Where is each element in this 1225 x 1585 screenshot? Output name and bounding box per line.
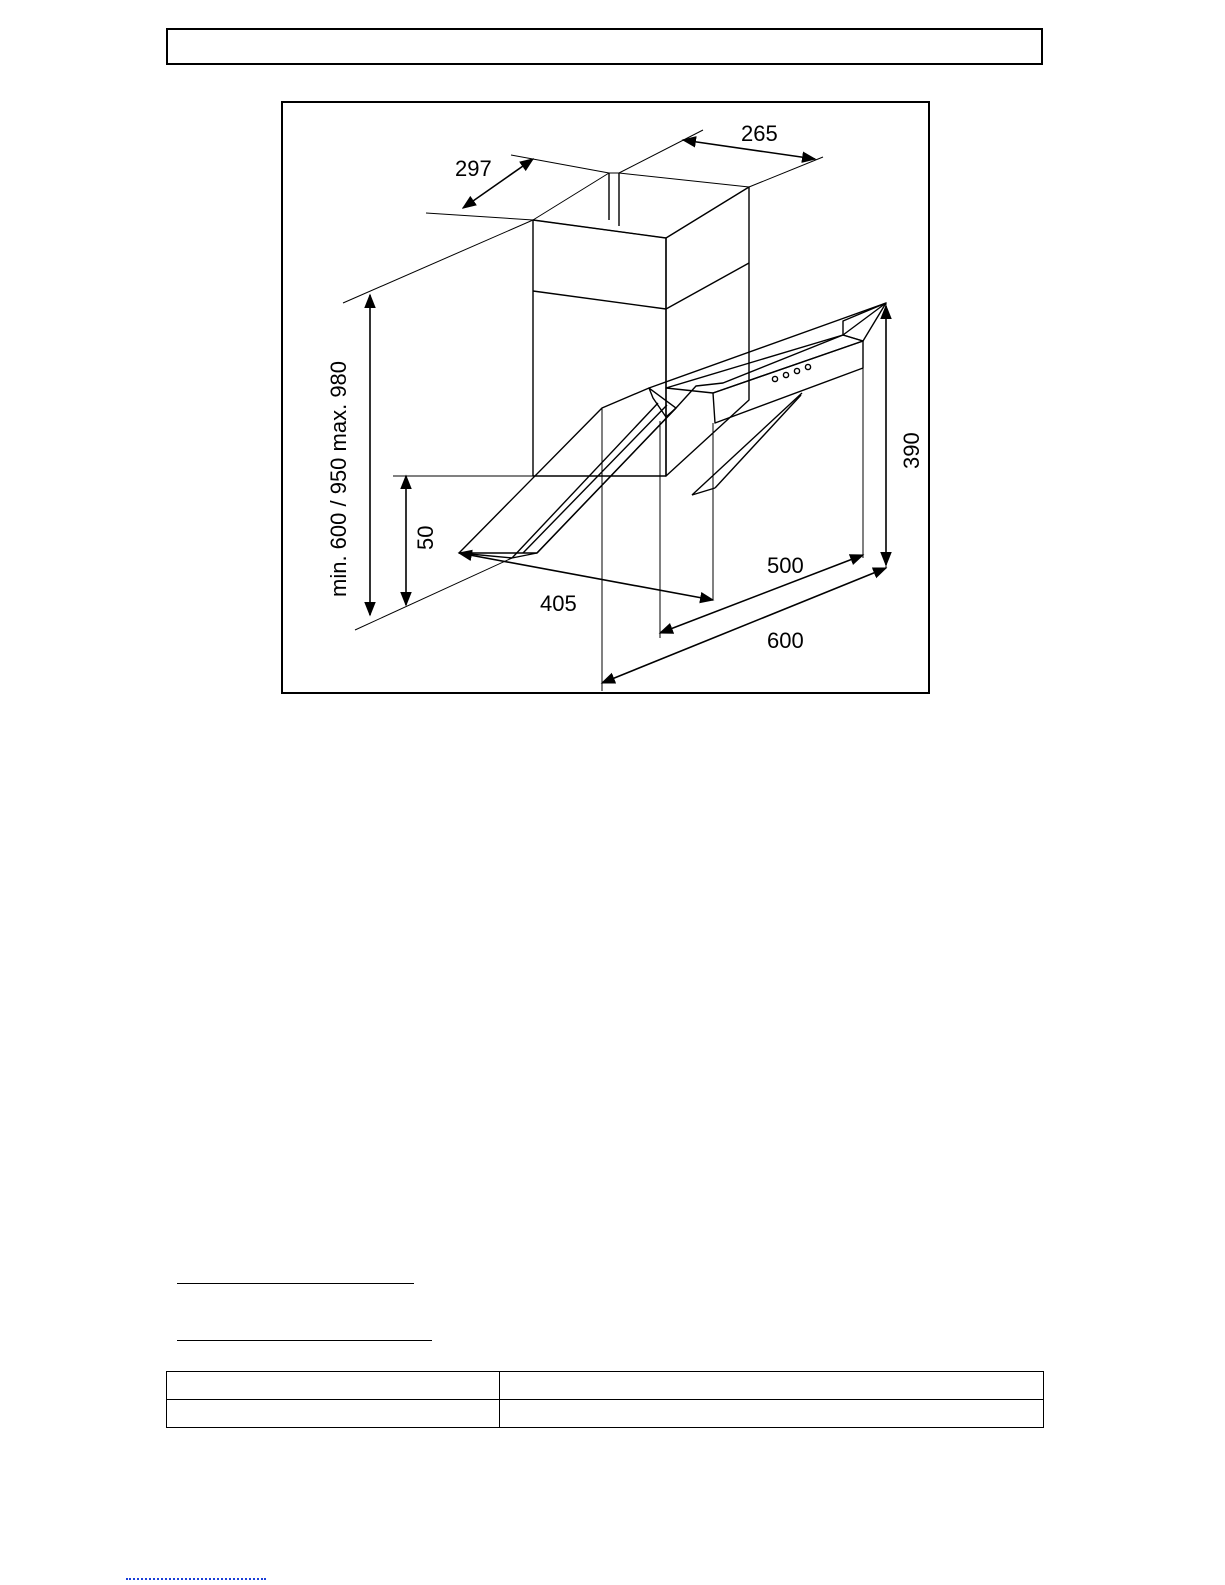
table-cell xyxy=(167,1400,500,1428)
table-row xyxy=(167,1400,1044,1428)
dim-label-390: 390 xyxy=(899,432,924,469)
signature-line-2 xyxy=(177,1340,432,1341)
dim-label-600: 600 xyxy=(767,628,804,653)
dim-arrow-500 xyxy=(660,555,863,633)
dimension-diagram xyxy=(281,101,930,694)
dim-label-50: 50 xyxy=(413,525,438,550)
footer-link[interactable] xyxy=(126,1578,266,1585)
table-cell xyxy=(167,1372,500,1400)
range-hood-drawing xyxy=(283,103,932,696)
dim-label-405: 405 xyxy=(540,591,577,616)
info-table xyxy=(166,1371,1044,1428)
table-cell xyxy=(500,1372,1044,1400)
button-icon-2 xyxy=(783,372,788,377)
button-icon-3 xyxy=(794,368,799,373)
signature-line-1 xyxy=(177,1283,414,1284)
button-icon-4 xyxy=(805,364,810,369)
button-icon-1 xyxy=(772,376,777,381)
dim-label-297: 297 xyxy=(455,156,492,181)
table-cell xyxy=(500,1400,1044,1428)
extension-lines xyxy=(343,130,886,691)
dim-label-265: 265 xyxy=(741,121,778,146)
control-panel xyxy=(666,303,886,423)
dim-label-height: min. 600 / 950 max. 980 xyxy=(326,360,351,597)
table-row xyxy=(167,1372,1044,1400)
chimney xyxy=(533,173,749,476)
header-box xyxy=(166,28,1043,65)
dim-label-500: 500 xyxy=(767,553,804,578)
dim-arrow-405 xyxy=(459,553,713,600)
dim-arrow-600 xyxy=(602,568,886,683)
